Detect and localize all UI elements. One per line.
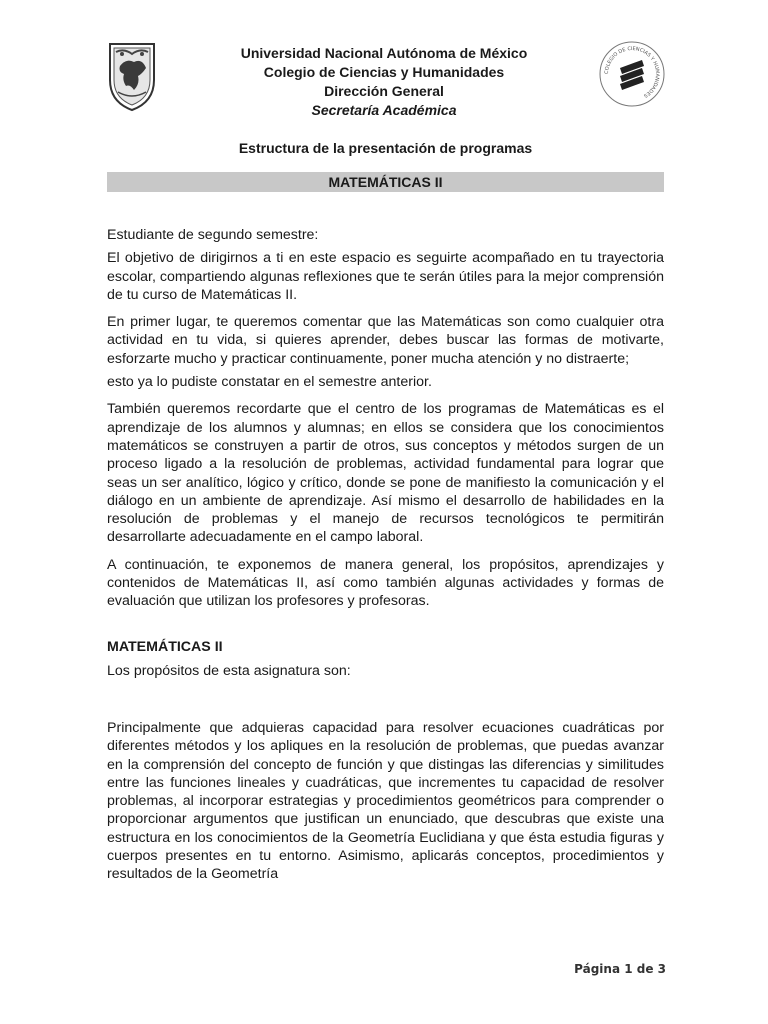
secretariat-name: Secretaría Académica: [311, 102, 457, 118]
greeting-paragraph: Estudiante de segundo semestre:: [107, 227, 319, 243]
institution-header: [180, 44, 588, 120]
document-body: [107, 226, 664, 893]
college-name: Colegio de Ciencias y Humanidades: [263, 64, 505, 80]
paragraph-purposes-intro: Los propósitos de esta asignatura son:: [107, 662, 351, 679]
page-number: Página 1 de 3: [574, 962, 666, 976]
document-subtitle: Estructura de la presentación de programas: [238, 140, 533, 156]
paragraph-objective: El objetivo de dirigirnos a ti en este espacio es seguirte acompañado en tu trayectoria escolar, compartiendo algunas reflexiones que te serán útiles para la mejor comprensión de tu curso de Matemáticas II.: [107, 250, 664, 303]
seal-ring-text: COLEGIO DE CIENCIAS Y HUMANIDADES: [603, 45, 661, 99]
subject-banner: MATEMÁTICAS II: [107, 172, 664, 192]
paragraph-program-center: También queremos recordarte que el centro de los programas de Matemáticas es el aprendizaje de los alumnos y alumnas; en ellos se considera que los conocimientos matemáticos se construyen a partir de otros, sus conceptos y métodos surgen de un proceso ligado a la resolución de problemas, actividad fundamental para lograr que seas un ser analítico, lógico y crítico, donde se pone de manifiesto la comunicación y el diálogo en un ambiente de aprendizaje. Así mismo el desarrollo de habilidades en la resolución de problemas y el manejo de recursos tecnológicos te permitirán desarrollarte adecuadamente en el campo laboral.: [107, 401, 664, 546]
direction-name: Dirección General: [324, 83, 444, 99]
section-heading: MATEMÁTICAS II: [107, 638, 223, 655]
paragraph-previous-semester: esto ya lo pudiste constatar en el semestre anterior.: [107, 374, 432, 391]
paragraph-first-place: En primer lugar, te queremos comentar que las Matemáticas son como cualquier otra actividad en tu vida, si quieres aprender, debes buscar las formas de motivarte, esforzarte mucho y practicar continuamente, poner mucha atención y no distraerte;: [107, 314, 664, 367]
cch-seal-icon: [598, 40, 666, 108]
university-name: Universidad Nacional Autónoma de México: [240, 45, 528, 61]
unam-crest-icon: [104, 40, 160, 112]
paragraph-purposes: Principalmente que adquieras capacidad para resolver ecuaciones cuadráticas por diferentes métodos y los apliques en la resolución de problemas, que puedas avanzar en la comprensión del concepto de función y que distingas las diferencias y similitudes entre las funciones lineales y cuadráticas, que incrementes tu capacidad de resolver problemas, al incorporar estrategias y procedimientos geométricos para comprender o proporcionar argumentos que justifican un enunciado, que descubras que existe una estructura en los conocimientos de la Geometría Euclidiana y que ésta estudia figuras y cuerpos presentes en tu entorno. Asimismo, aplicarás conceptos, procedimientos y resultados de la Geometría: [107, 719, 664, 883]
paragraph-overview: A continuación, te exponemos de manera general, los propósitos, aprendizajes y contenidos de Matemáticas II, así como también algunas actividades y formas de evaluación que utilizan los profesores y profesoras.: [107, 556, 664, 610]
